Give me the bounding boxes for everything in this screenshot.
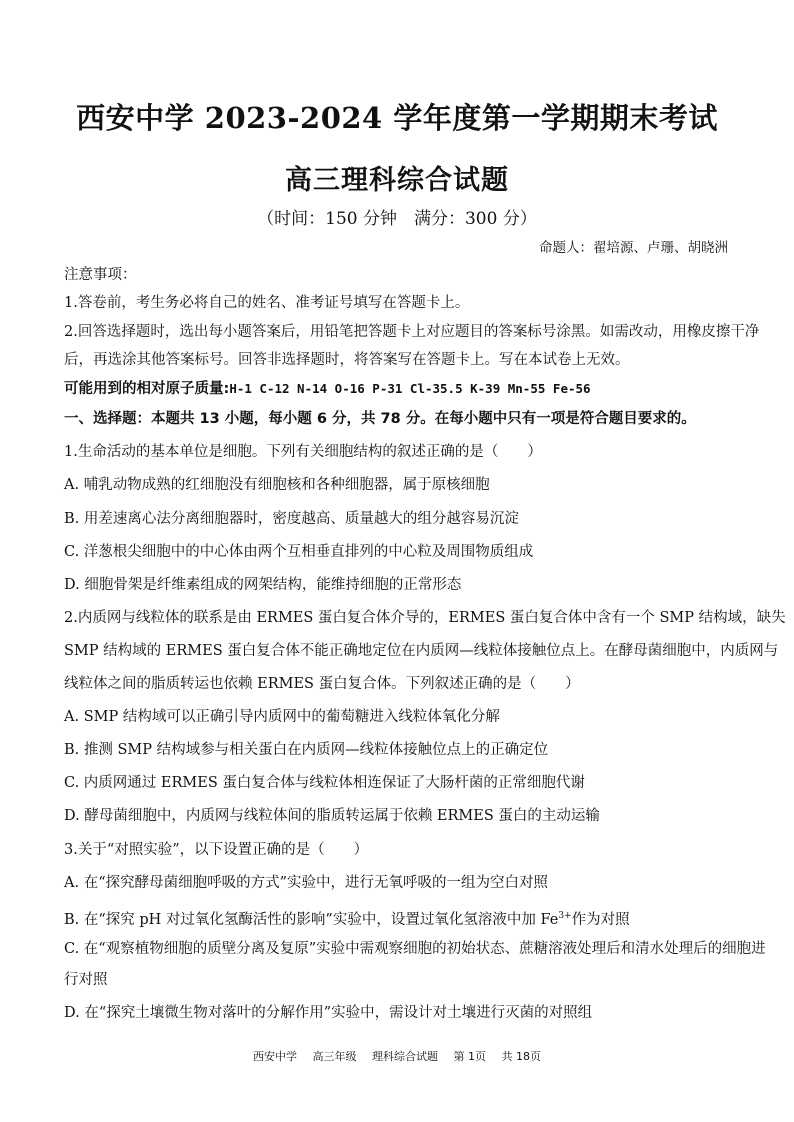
section-heading: 一、选择题：本题共 13 小题，每小题 6 分，共 78 分。在每小题中只有一项是符合题目要求的。 [64,411,696,427]
q3-option-c-line-1: C. 在“观察植物细胞的质壁分离及复原”实验中需观察细胞的初始状态、蔗糖溶液处理后和清水处理后的细胞进 [64,941,766,957]
atomic-mass-line [64,379,734,399]
q3-stem: 3.关于“对照实验”，以下设置正确的是（ ） [64,842,369,858]
footer-page: 第 1页 [453,1050,486,1063]
q2-option-a: A. SMP 结构域可以正确引导内质网中的葡萄糖进入线粒体氧化分解 [64,709,500,725]
subject-title: 高三理科综合试题 [285,165,509,196]
author-line: 命题人：翟培源、卢珊、胡晓洲 [539,240,728,256]
q1-option-a: A. 哺乳动物成熟的红细胞没有细胞核和各种细胞器，属于原核细胞 [64,477,490,493]
q1-option-d: D. 细胞骨架是纤维素组成的网架结构，能维持细胞的正常形态 [64,577,462,593]
q1-stem: 1.生命活动的基本单位是细胞。下列有关细胞结构的叙述正确的是（ ） [64,444,542,460]
q3-option-b-text-end: 作为对照 [571,911,630,928]
q3-option-b [64,906,734,930]
q1-option-b: B. 用差速离心法分离细胞器时，密度越高、质量越大的组分越容易沉淀 [64,511,519,527]
page-footer [0,1048,794,1064]
q2-stem-line-1: 2.内质网与线粒体的联系是由 ERMES 蛋白复合体介导的，ERMES 蛋白复合体中含有一个 SMP 结构域，缺失 [64,610,786,626]
atomic-mass-label: 可能用到的相对原子质量: [64,381,230,397]
note-item-2-line-1: 2.回答选择题时，选出每小题答案后，用铅笔把答题卡上对应题目的答案标号涂黑。如需改动，用橡皮擦干净 [64,324,760,340]
q2-stem-line-2: SMP 结构域的 ERMES 蛋白复合体不能正确地定位在内质网—线粒体接触位点上。在酵母菌细胞中，内质网与 [64,643,779,659]
q2-option-b: B. 推测 SMP 结构域参与相关蛋白在内质网—线粒体接触位点上的正确定位 [64,742,549,758]
q2-stem-line-3: 线粒体之间的脂质转运也依赖 ERMES 蛋白复合体。下列叙述正确的是（ ） [64,676,580,692]
footer-school: 西安中学 [253,1050,297,1063]
time-info: （时间：150 分钟 满分：300 分） [257,209,537,229]
school-title: 西安中学 2023-2024 学年度第一学期期末考试 [76,101,718,135]
q3-option-b-superscript: 3+ [558,911,572,921]
q1-option-c: C. 洋葱根尖细胞中的中心体由两个互相垂直排列的中心粒及周围物质组成 [64,544,534,560]
q2-option-d: D. 酵母菌细胞中，内质网与线粒体间的脂质转运属于依赖 ERMES 蛋白的主动运输 [64,808,600,824]
atomic-mass-values: H-1 C-12 N-14 O-16 P-31 Cl-35.5 K-39 Mn-55 Fe-56 [229,381,591,396]
q3-option-c-line-2: 行对照 [64,972,108,988]
q3-option-b-text: B. 在“探究 pH 对过氧化氢酶活性的影响”实验中，设置过氧化氢溶液中加 Fe [64,911,559,928]
note-item-2-line-2: 后，再选涂其他答案标号。回答非选择题时，将答案写在答题卡上。写在本试卷上无效。 [64,352,630,368]
note-item-1: 1.答卷前，考生务必将自己的姓名、准考证号填写在答题卡上。 [64,295,470,311]
footer-total: 共 18页 [501,1050,541,1063]
notes-heading: 注意事项： [64,267,137,283]
footer-subject: 理科综合试题 [372,1050,438,1063]
footer-grade: 高三年级 [312,1050,357,1063]
q3-option-a: A. 在“探究酵母菌细胞呼吸的方式”实验中，进行无氧呼吸的一组为空白对照 [64,875,549,891]
q3-option-d: D. 在“探究土壤微生物对落叶的分解作用”实验中，需设计对土壤进行灭菌的对照组 [64,1005,593,1021]
q2-option-c: C. 内质网通过 ERMES 蛋白复合体与线粒体相连保证了大肠杆菌的正常细胞代谢 [64,775,585,791]
